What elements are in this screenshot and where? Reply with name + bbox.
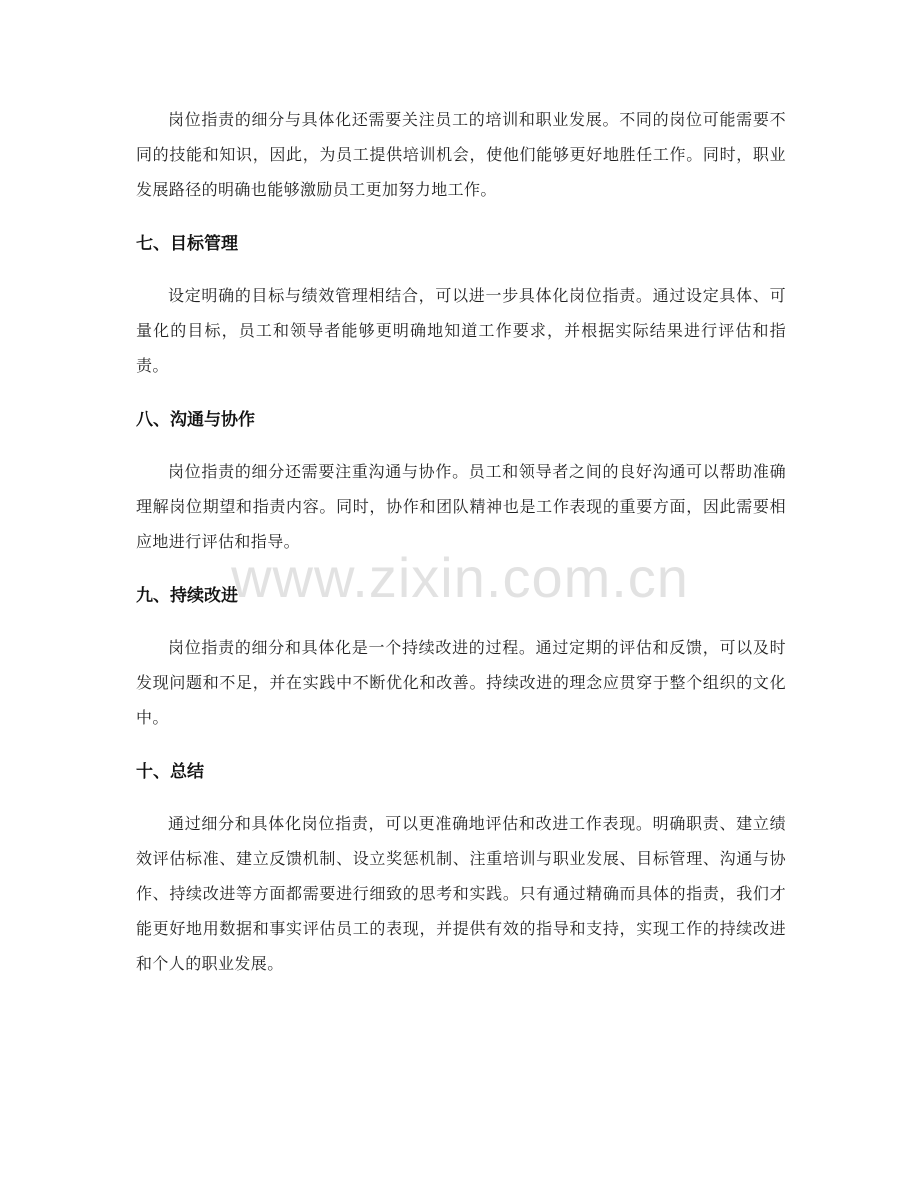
section-paragraph-summary: 通过细分和具体化岗位指责，可以更准确地评估和改进工作表现。明确职责、建立绩效评估标准、建立反馈机制、设立奖惩机制、注重培训与职业发展、目标管理、沟通与协作、持续改进等方面都需要进行细致的思考和实践。只有通过精确而具体的指责，我们才能更好地用数据和事实评估员工的表现，并提供有效的指导和支持，实现工作的持续改进和个人的职业发展。 [136,814,786,973]
watermark-text: www.zixin.com.cn [231,546,689,609]
section-heading-continuous-improvement: 九、持续改进 [136,586,238,606]
section-heading-summary: 十、总结 [136,762,204,782]
intro-paragraph: 岗位指责的细分与具体化还需要关注员工的培训和职业发展。不同的岗位可能需要不同的技能和知识，因此，为员工提供培训机会，使他们能够更好地胜任工作。同时，职业发展路径的明确也能够激励员工更加努力地工作。 [136,110,786,199]
section-paragraph-continuous-improvement: 岗位指责的细分和具体化是一个持续改进的过程。通过定期的评估和反馈，可以及时发现问题和不足，并在实践中不断优化和改善。持续改进的理念应贯穿于整个组织的文化中。 [136,638,786,727]
section-heading-communication: 八、沟通与协作 [136,410,255,430]
section-paragraph-communication: 岗位指责的细分还需要注重沟通与协作。员工和领导者之间的良好沟通可以帮助准确理解岗位期望和指责内容。同时，协作和团队精神也是工作表现的重要方面，因此需要相应地进行评估和指导。 [136,462,786,551]
section-heading-goal-management: 七、目标管理 [136,234,238,254]
document-body [136,102,786,981]
section-paragraph-goal-management: 设定明确的目标与绩效管理相结合，可以进一步具体化岗位指责。通过设定具体、可量化的目标，员工和领导者能够更明确地知道工作要求，并根据实际结果进行评估和指责。 [136,286,786,375]
